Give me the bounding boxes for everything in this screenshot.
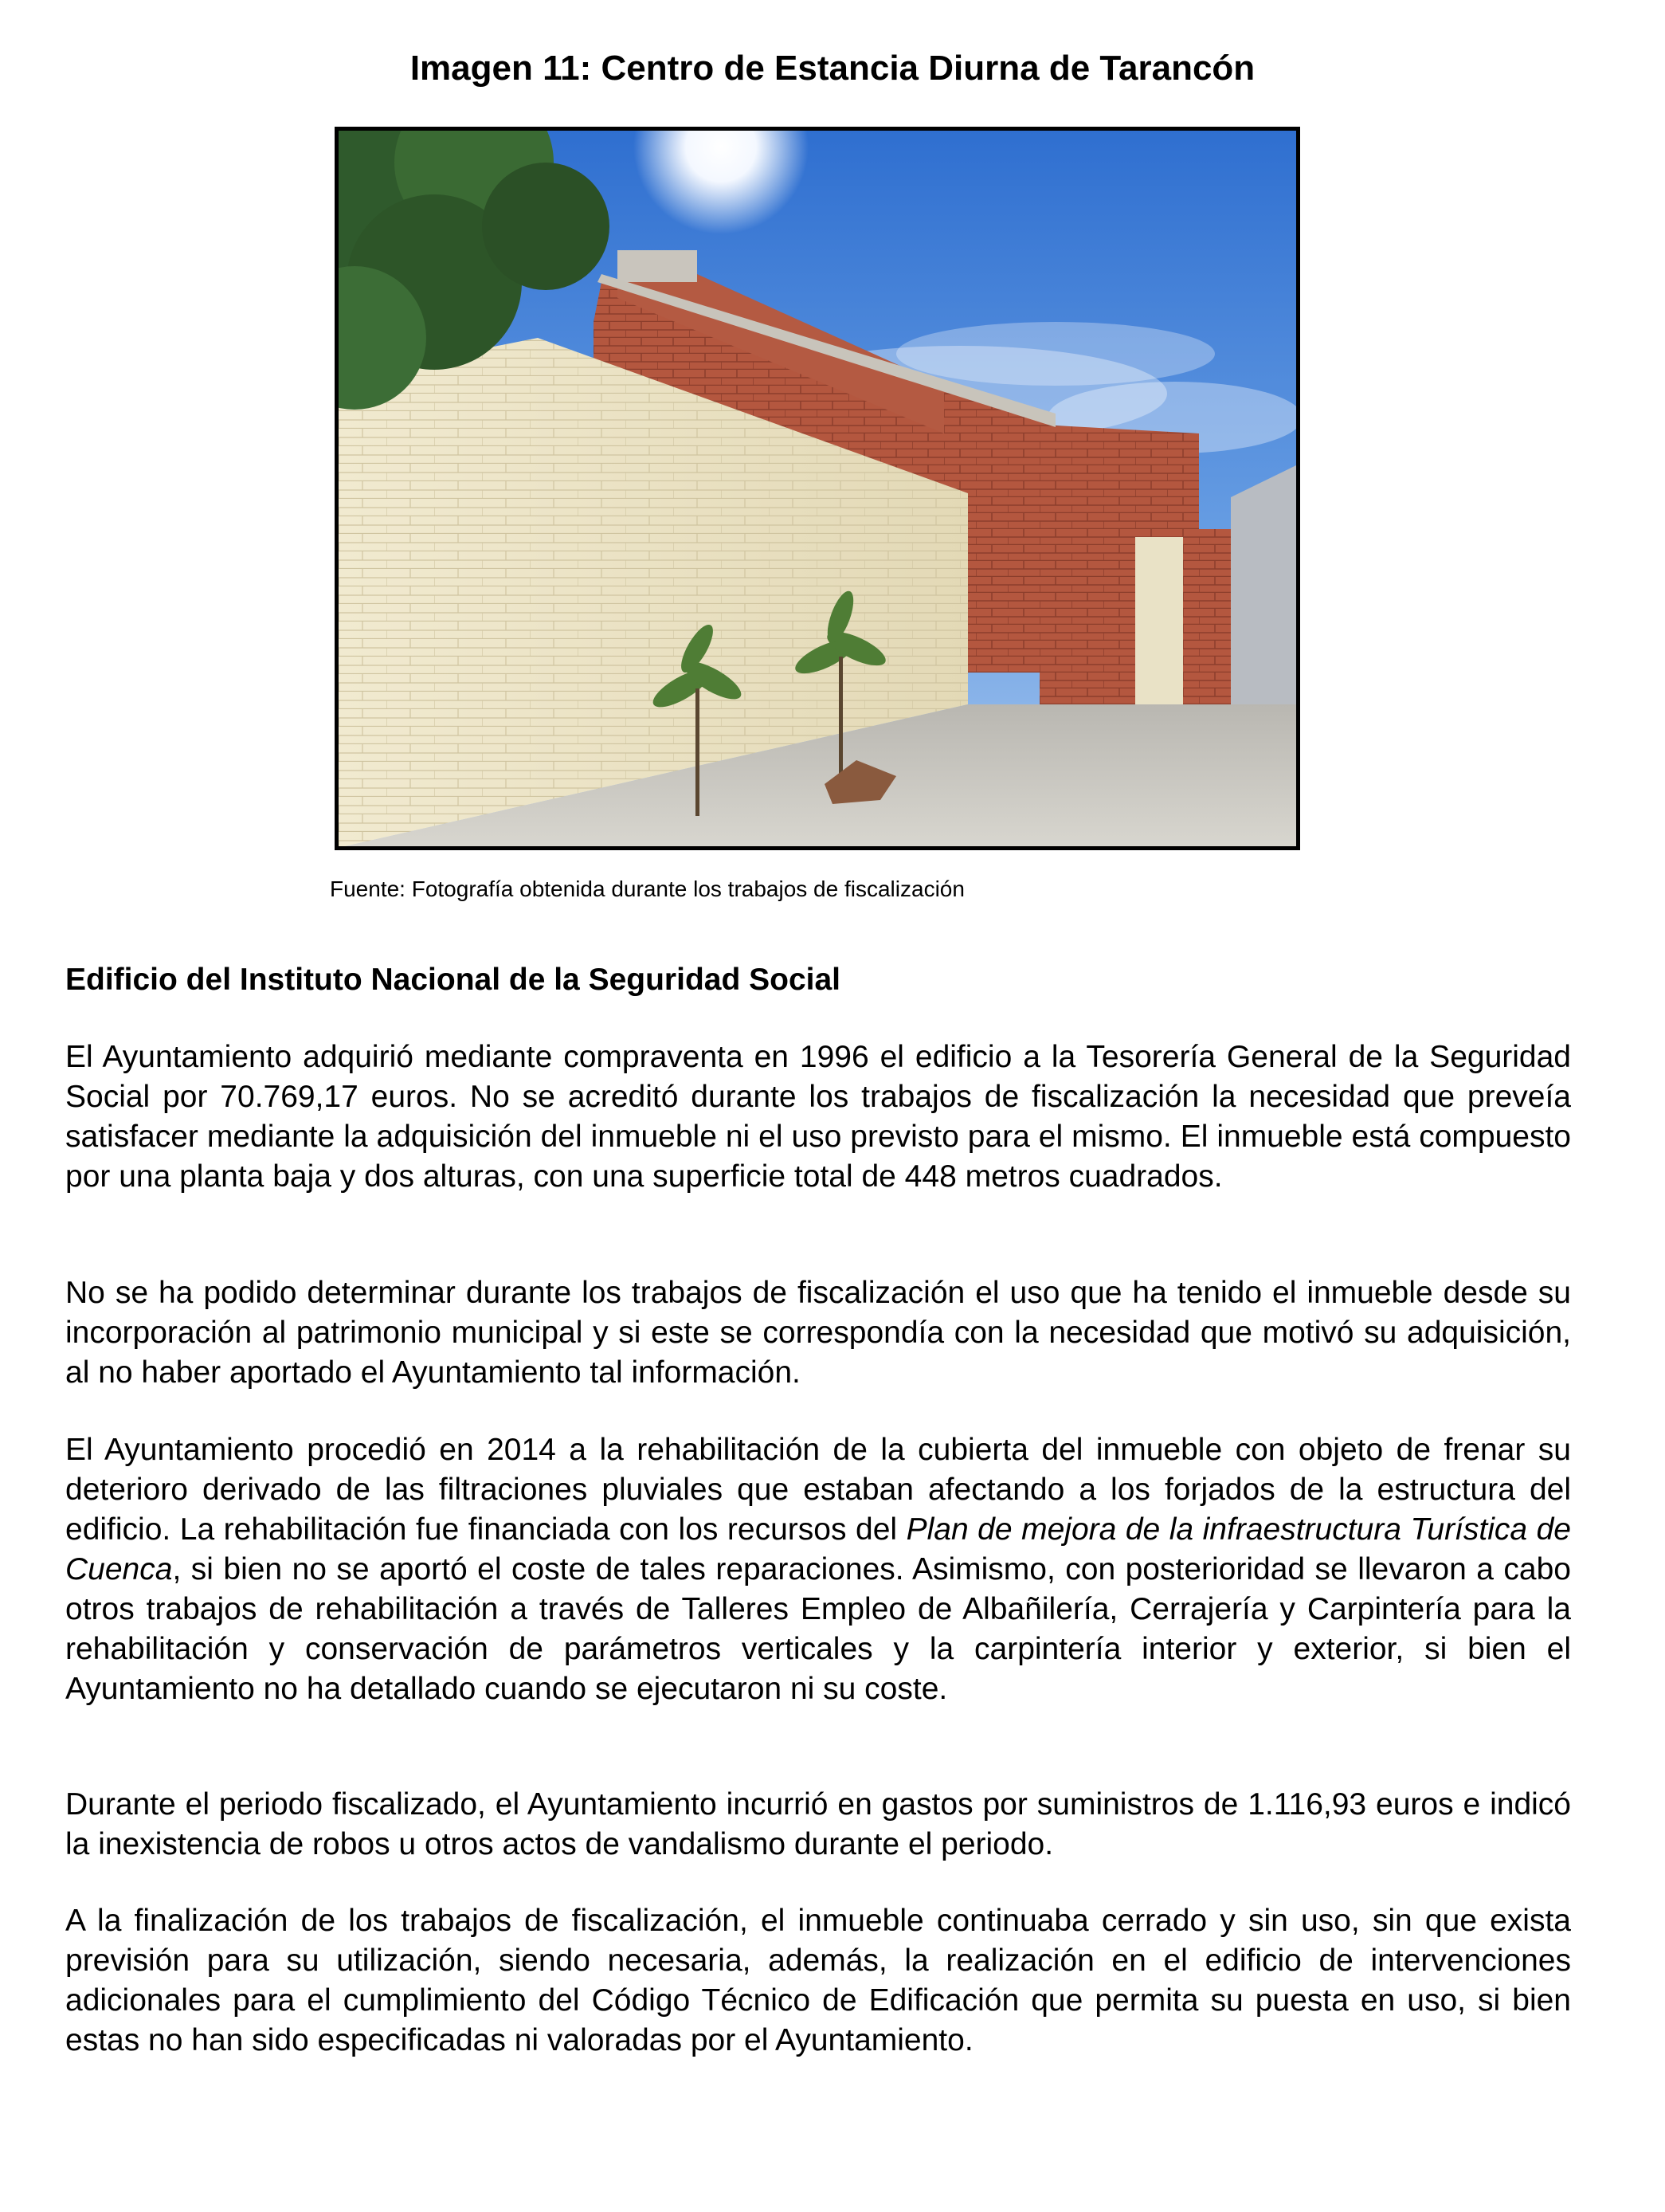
- section-heading: Edificio del Instituto Nacional de la Seguridad Social: [65, 963, 841, 997]
- building-photo-illustration: [339, 131, 1296, 846]
- paragraph-status: A la finalización de los trabajos de fiscalización, el inmueble continuaba cerrado y sin uso, sin que exista previsión para su utilización, siendo necesaria, además, la realización en el edificio de intervenciones adicionales para el cumplimiento del Código Técnico de Edificación que permita su puesta en uso, si bien estas no han sido especificadas ni valoradas por el Ayuntamiento.: [65, 1904, 1571, 2057]
- paragraph-rehabilitation-text-1: El Ayuntamiento procedió en 2014 a la rehabilitación de la cubierta del inmueble con objeto de frenar su deterioro derivado de las filtraciones pluviales que estaban afectando a los forjados de la estructura del edificio. La rehabilitación fue financiada con los recursos del: [65, 1433, 1571, 1547]
- figure-source: Fuente: Fotografía obtenida durante los trabajos de fiscalización: [330, 877, 965, 901]
- building-photo: [335, 127, 1300, 850]
- figure-title: Imagen 11: Centro de Estancia Diurna de Tarancón: [409, 49, 1256, 88]
- paragraph-expenses: Durante el periodo fiscalizado, el Ayuntamiento incurrió en gastos por suministros de 1.116,93 euros e indicó la inexistencia de robos u otros actos de vandalismo durante el periodo.: [65, 1787, 1571, 1861]
- plan-name-italic: Plan de mejora de la infraestructura Turística de Cuenca: [65, 1512, 1571, 1586]
- paragraph-rehabilitation: [65, 1430, 1571, 1709]
- paragraph-use: No se ha podido determinar durante los trabajos de fiscalización el uso que ha tenido el inmueble desde su incorporación al patrimonio municipal y si este se correspondía con la necesidad que motivó su adquisición, al no haber aportado el Ayuntamiento tal información.: [65, 1276, 1571, 1390]
- paragraph-rehabilitation-text-2: , si bien no se aportó el coste de tales reparaciones. Asimismo, con posterioridad se llevaron a cabo otros trabajos de rehabilitación a través de Talleres Empleo de Albañilería, Cerrajería y Carpintería para la rehabilitación y conservación de parámetros verticales y la carpintería interior y exterior, si bien el Ayuntamiento no ha detallado cuando se ejecutaron ni su coste.: [65, 1552, 1571, 1706]
- paragraph-acquisition: El Ayuntamiento adquirió mediante compraventa en 1996 el edificio a la Tesorería General de la Seguridad Social por 70.769,17 euros. No se acreditó durante los trabajos de fiscalización la necesidad que preveía satisfacer mediante la adquisición del inmueble ni el uso previsto para el mismo. El inmueble está compuesto por una planta baja y dos alturas, con una superficie total de 448 metros cuadrados.: [65, 1040, 1571, 1194]
